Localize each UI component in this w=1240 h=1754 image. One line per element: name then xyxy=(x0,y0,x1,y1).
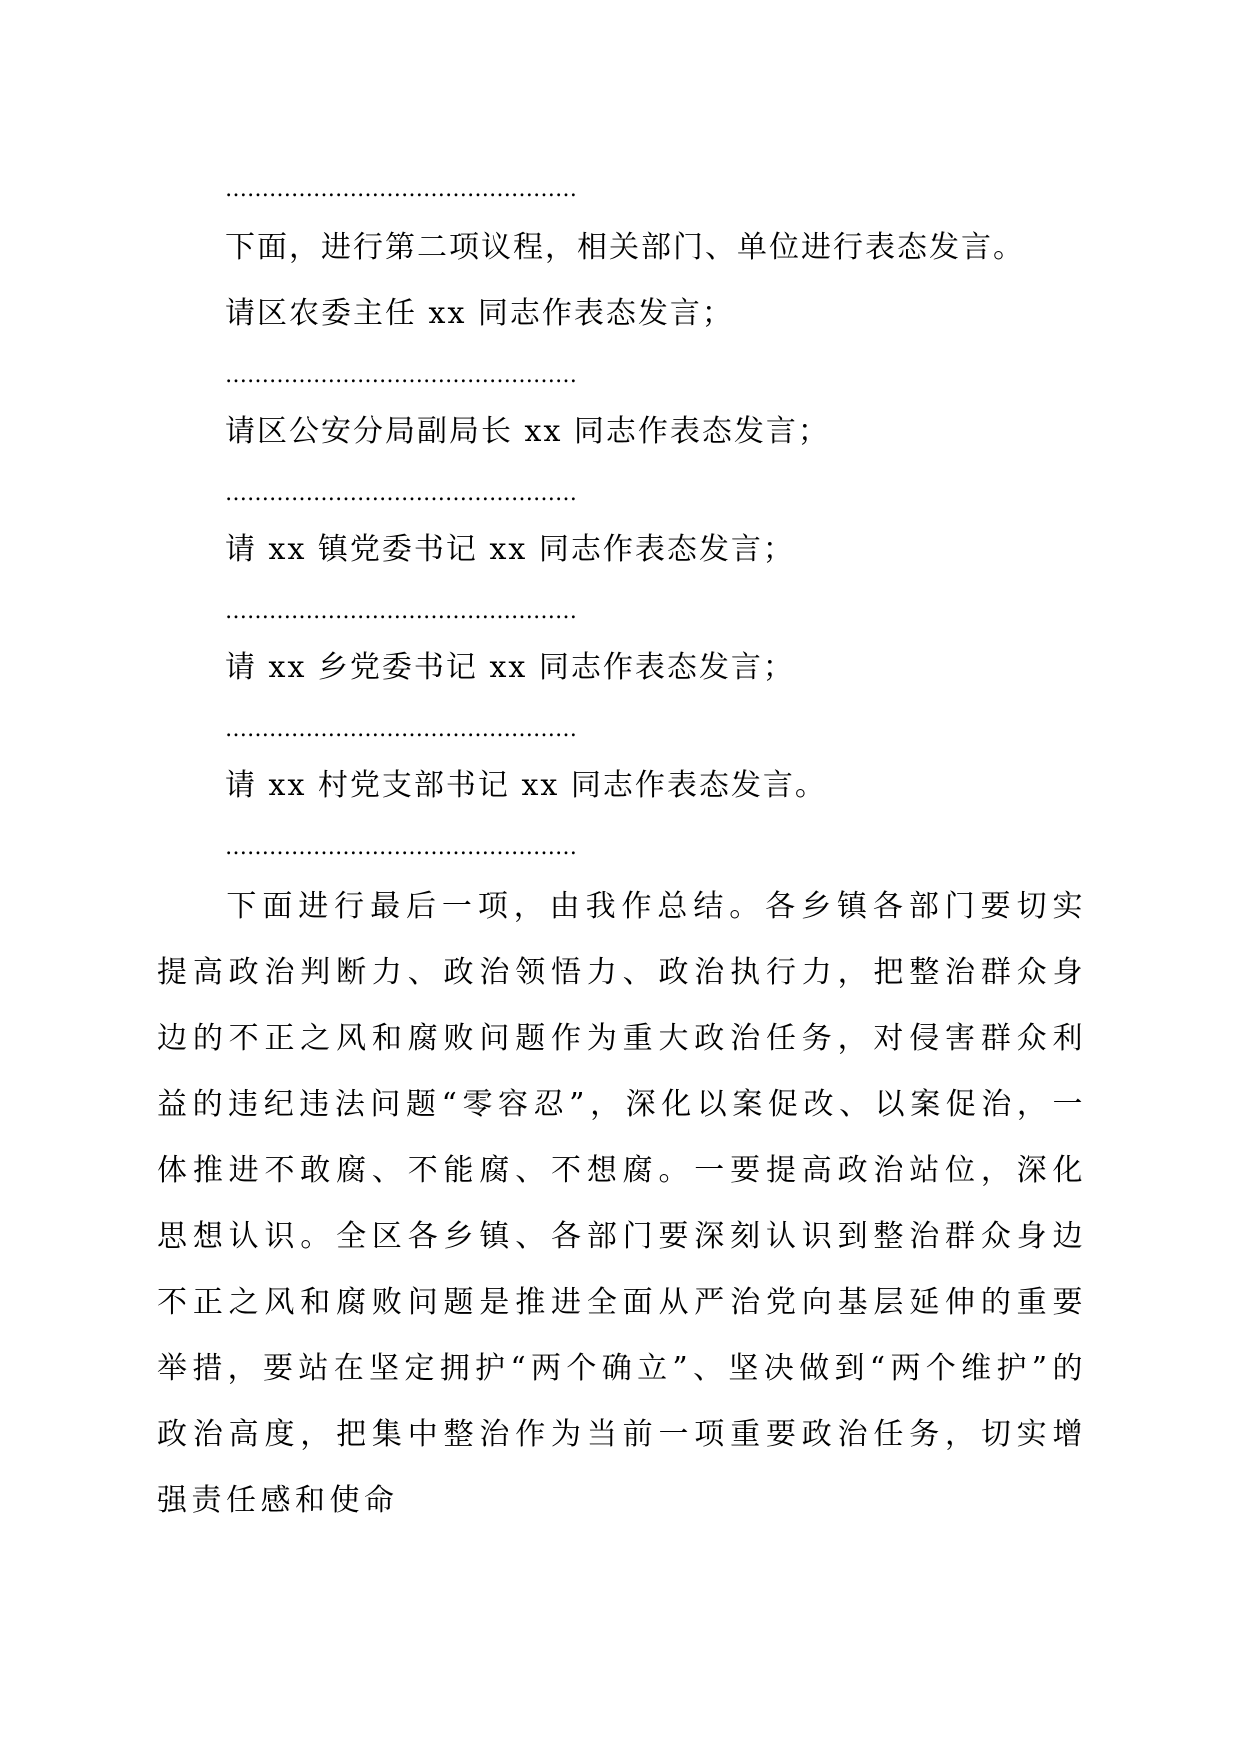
speaker-request-line: 请区公安分局副局长 xx 同志作表态发言； xyxy=(225,414,830,449)
ellipsis-line: ………………………………………… xyxy=(225,481,577,506)
speaker-request-line: 请区农委主任 xx 同志作表态发言； xyxy=(225,296,734,331)
speaker-request-line: 请 xx 乡党委书记 xx 同志作表态发言； xyxy=(225,650,795,685)
summary-paragraph xyxy=(157,874,1087,1534)
ellipsis-line: ………………………………………… xyxy=(225,599,577,624)
ellipsis-line: ………………………………………… xyxy=(225,363,577,388)
speaker-request-line: 请 xx 镇党委书记 xx 同志作表态发言； xyxy=(225,532,795,567)
summary-paragraph-text: 下面进行最后一项，由我作总结。各乡镇各部门要切实提高政治判断力、政治领悟力、政治执行力，把整治群众身边的不正之风和腐败问题作为重大政治任务，对侵害群众利益的违纪违法问题“零容忍”，深化以案促改、以案促治，一体推进不敢腐、不能腐、不想腐。一要提高政治站位，深化思想认识。全区各乡镇、各部门要深刻认识到整治群众身边不正之风和腐败问题是推进全面从严治党向基层延伸的重要举措，要站在坚定拥护“两个确立”、坚决做到“两个维护”的政治高度，把集中整治作为当前一项重要政治任务，切实增强责任感和使命 xyxy=(157,889,1087,1518)
ellipsis-line: ………………………………………… xyxy=(225,717,577,742)
agenda-item-two-line: 下面，进行第二项议程，相关部门、单位进行表态发言。 xyxy=(225,230,1025,265)
speaker-request-line: 请 xx 村党支部书记 xx 同志作表态发言。 xyxy=(225,768,827,803)
ellipsis-line: ………………………………………… xyxy=(225,835,577,860)
ellipsis-line: ………………………………………… xyxy=(225,177,577,202)
